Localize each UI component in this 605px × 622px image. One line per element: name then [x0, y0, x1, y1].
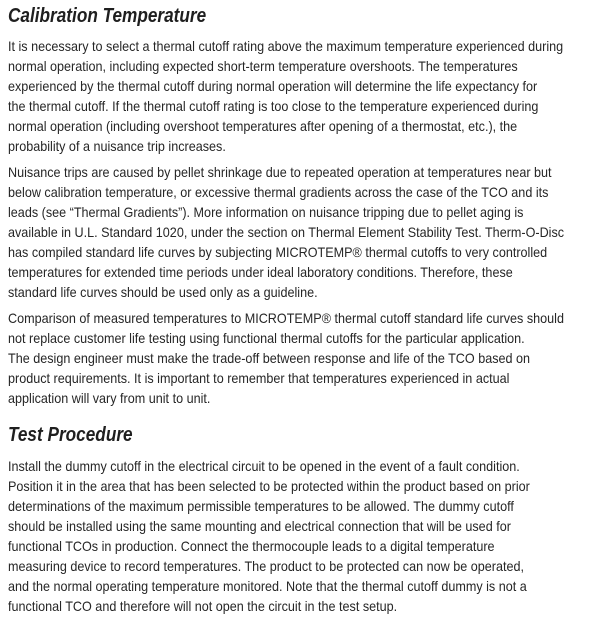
- section-heading-test-procedure: Test Procedure: [8, 424, 133, 446]
- text-line: has compiled standard life curves by subjecting MICROTEMP® thermal cutoffs to very controlled: [8, 244, 548, 260]
- text-line: standard life curves should be used only as a guideline.: [8, 284, 318, 300]
- text-line: Position it in the area that has been selected to be protected within the product based on prior: [8, 478, 530, 494]
- text-line: and the normal operating temperature monitored. Note that the thermal cutoff dummy is not a: [8, 578, 527, 594]
- text-line: Install the dummy cutoff in the electrical circuit to be opened in the event of a fault condition.: [8, 458, 520, 474]
- text-line: determinations of the maximum permissible temperatures to be allowed. The dummy cutoff: [8, 498, 514, 514]
- section-test-procedure: [8, 423, 597, 616]
- text-line: should be installed using the same mounting and electrical connection that will be used for: [8, 518, 511, 534]
- text-line: measuring device to record temperatures. The product to be protected can now be operated,: [8, 558, 524, 574]
- section-heading-calibration-temperature: Calibration Temperature: [8, 5, 207, 27]
- text-line: product requirements. It is important to remember that temperatures experienced in actual: [8, 370, 510, 386]
- text-line: below calibration temperature, or excessive thermal gradients across the case of the TCO and its: [8, 184, 549, 200]
- text-line: the thermal cutoff. If the thermal cutoff rating is too close to the temperature experienced during: [8, 98, 539, 114]
- paragraph: [8, 456, 597, 616]
- text-line: functional TCOs in production. Connect the thermocouple leads to a digital temperature: [8, 538, 495, 554]
- paragraph: [8, 162, 597, 302]
- text-line: available in U.L. Standard 1020, under the section on Thermal Element Stability Test. Therm-O-Disc: [8, 224, 565, 240]
- paragraph: [8, 36, 597, 156]
- section-calibration-temperature: [8, 4, 597, 408]
- text-line: temperatures for extended time periods under ideal laboratory conditions. Therefore, these: [8, 264, 513, 280]
- paragraph: [8, 308, 597, 408]
- text-line: leads (see “Thermal Gradients”). More information on nuisance tripping due to pellet aging is: [8, 204, 524, 220]
- text-line: experienced by the thermal cutoff during normal operation will determine the life expectancy for: [8, 78, 538, 94]
- text-line: not replace customer life testing using functional thermal cutoffs for the particular application.: [8, 330, 525, 346]
- text-line: probability of a nuisance trip increases.: [8, 138, 226, 154]
- text-line: normal operation, including expected short-term temperature overshoots. The temperatures: [8, 58, 518, 74]
- text-line: normal operation (including overshoot temperatures after opening of a thermostat, etc.), the: [8, 118, 518, 134]
- text-line: It is necessary to select a thermal cutoff rating above the maximum temperature experienced during: [8, 38, 564, 54]
- text-line: functional TCO and therefore will not open the circuit in the test setup.: [8, 598, 398, 614]
- text-line: The design engineer must make the trade-off between response and life of the TCO based on: [8, 350, 531, 366]
- text-line: application will vary from unit to unit.: [8, 390, 211, 406]
- text-line: Comparison of measured temperatures to MICROTEMP® thermal cutoff standard life curves should: [8, 310, 564, 326]
- text-line: Nuisance trips are caused by pellet shrinkage due to repeated operation at temperatures near but: [8, 164, 552, 180]
